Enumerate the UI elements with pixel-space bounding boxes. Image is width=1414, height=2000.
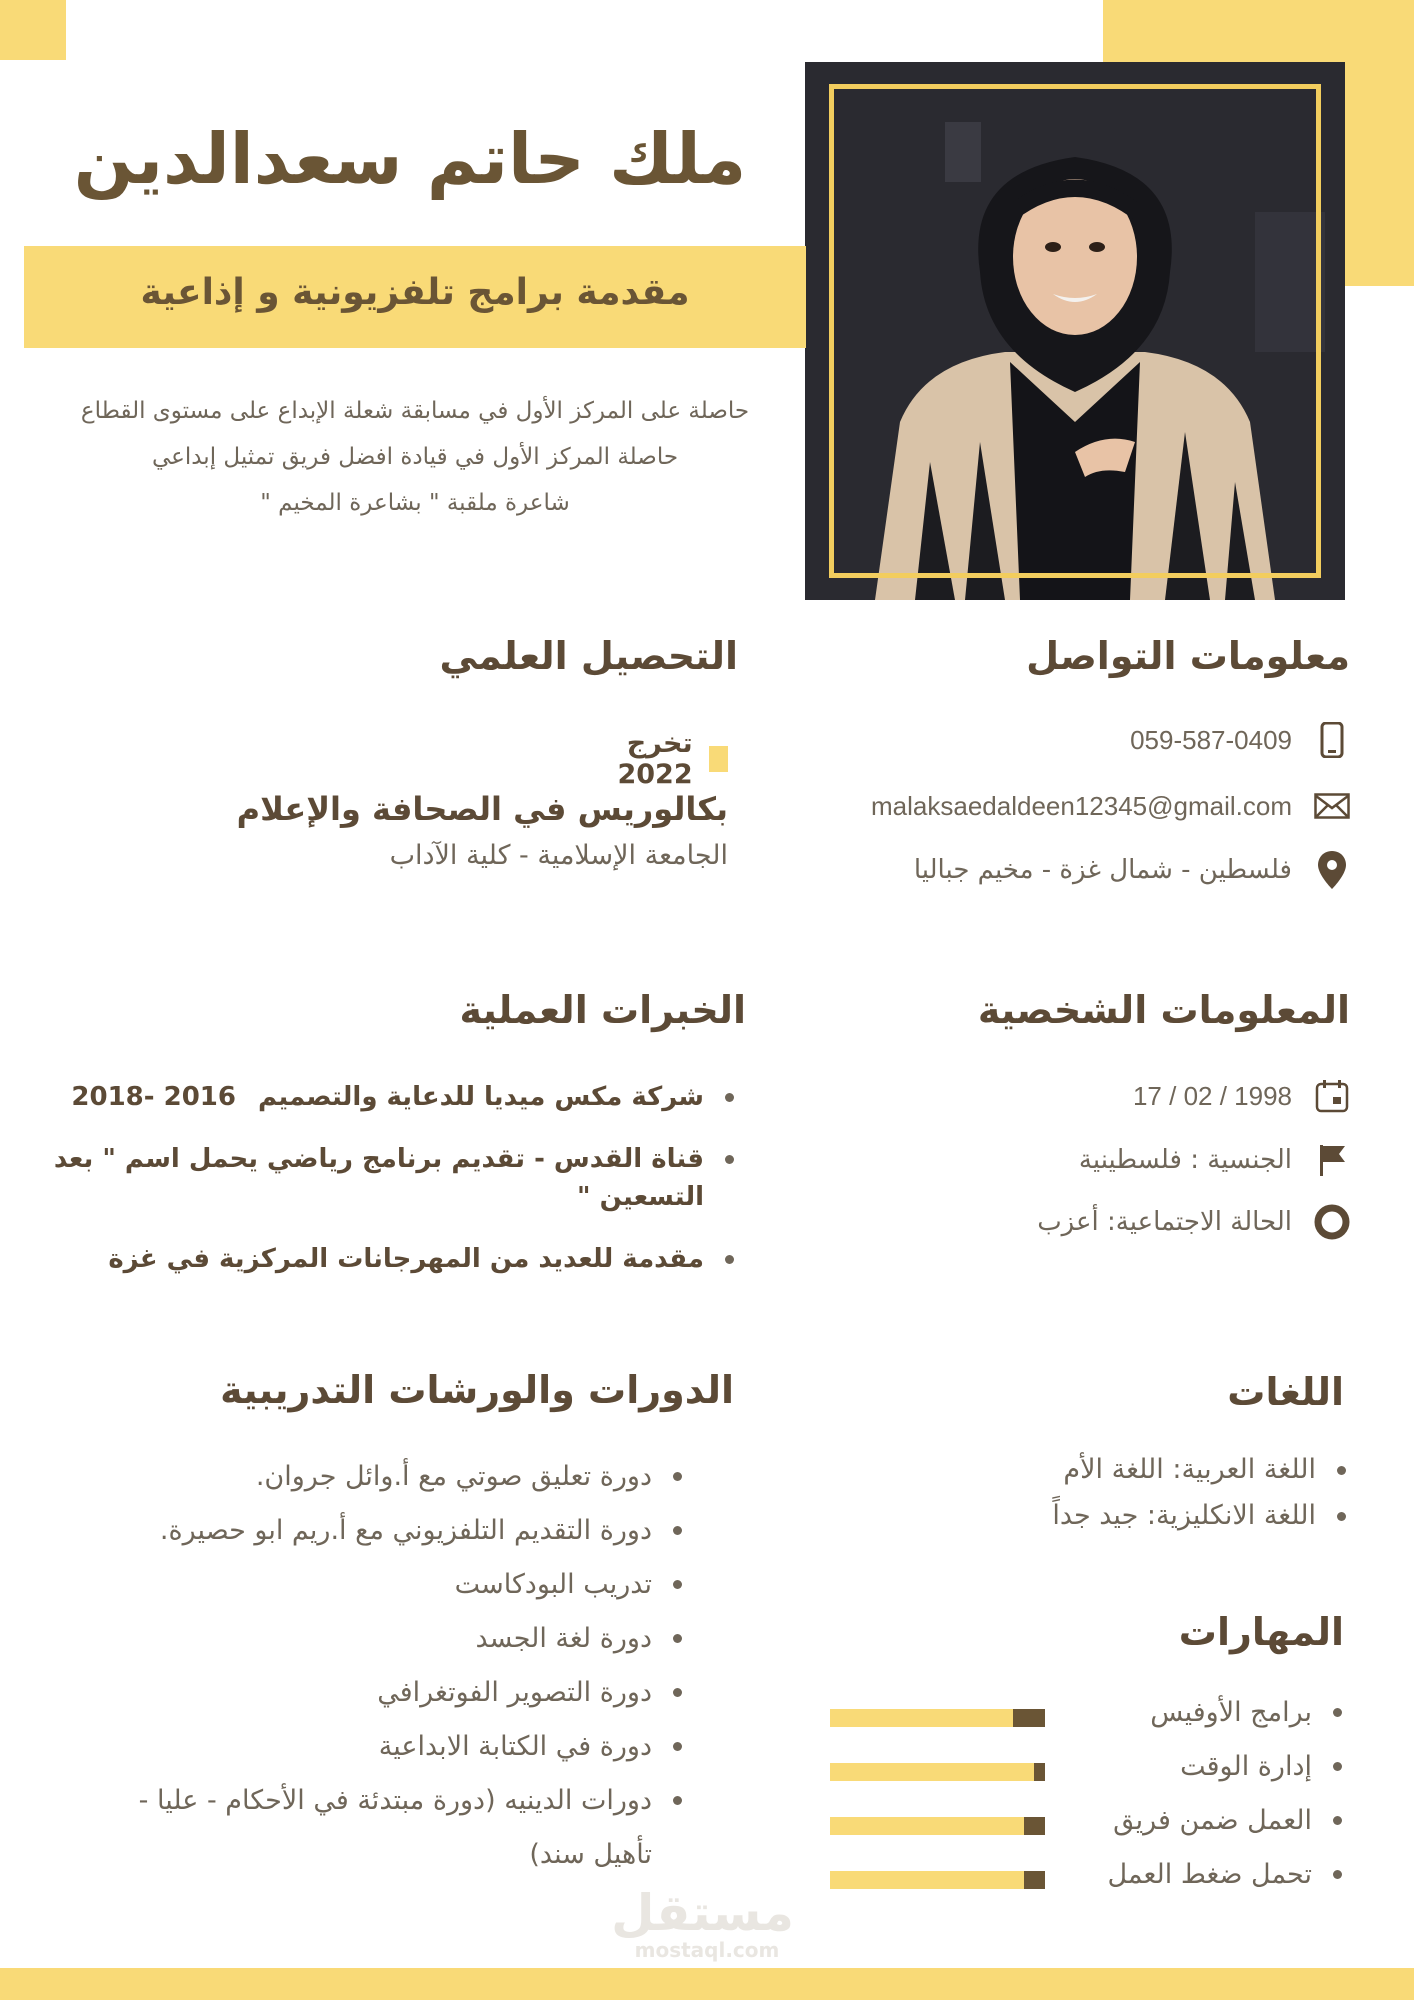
candidate-name: ملك حاتم سعدالدين xyxy=(73,118,747,200)
experience-item xyxy=(40,1078,738,1116)
courses-list xyxy=(80,1450,686,1882)
course-item: دورة التصوير الفوتغرافي xyxy=(80,1666,686,1720)
skill-item: إدارة الوقت xyxy=(1040,1740,1346,1794)
watermark-arabic: مستقل xyxy=(611,1884,794,1942)
birthdate-row xyxy=(1133,1078,1350,1114)
phone-icon xyxy=(1314,722,1350,758)
courses-section-title: الدورات والورشات التدريبية xyxy=(220,1368,734,1412)
skill-level-marker xyxy=(1024,1871,1045,1889)
experience-item xyxy=(40,1140,738,1216)
contact-section-title: معلومات التواصل xyxy=(1026,634,1350,678)
languages-section-title: اللغات xyxy=(1227,1370,1344,1414)
profile-photo xyxy=(805,62,1345,600)
languages-list xyxy=(930,1447,1350,1539)
corner-decoration-top-left xyxy=(0,0,66,60)
course-item: دورة التقديم التلفزيوني مع أ.ريم ابو حصيرة. xyxy=(80,1504,686,1558)
marital-status-row xyxy=(1037,1204,1350,1240)
course-item: دورات الدينيه (دورة مبتدئة في الأحكام - عليا - تأهيل سند) xyxy=(80,1774,686,1882)
mail-icon xyxy=(1314,788,1350,824)
job-title: مقدمة برامج تلفزيونية و إذاعية xyxy=(140,272,690,313)
watermark-latin: mostaql.com xyxy=(634,1938,780,1962)
nationality-row xyxy=(1079,1142,1350,1178)
course-item: دورة في الكتابة الابداعية xyxy=(80,1720,686,1774)
ring-icon xyxy=(1314,1204,1350,1240)
marital-status: الحالة الاجتماعية: أعزب xyxy=(1037,1207,1292,1237)
graduation-year: تخرج 2022 xyxy=(617,728,693,790)
graduation-marker xyxy=(709,746,728,772)
summary-line: حاصلة على المركز الأول في مسابقة شعلة الإبداع على مستوى القطاع xyxy=(80,398,750,424)
skill-item: برامج الأوفيس xyxy=(1040,1686,1346,1740)
address: فلسطين - شمال غزة - مخيم جباليا xyxy=(913,855,1292,885)
experience-list xyxy=(40,1078,738,1302)
skill-level-bar xyxy=(830,1817,1045,1835)
experience-years: 2016 -2018 xyxy=(71,1082,236,1112)
skill-level-bar xyxy=(830,1763,1045,1781)
location-pin-icon xyxy=(1314,852,1350,888)
course-item: تدريب البودكاست xyxy=(80,1558,686,1612)
bottom-band xyxy=(0,1968,1414,2000)
photo-border xyxy=(829,84,1321,578)
graduation-row xyxy=(560,728,728,790)
skills-section-title: المهارات xyxy=(1178,1610,1344,1654)
phone-number[interactable]: 059-587-0409 xyxy=(1130,724,1292,755)
summary-line: حاصلة المركز الأول في قيادة افضل فريق تمثيل إبداعي xyxy=(151,444,679,470)
education-section-title: التحصيل العلمي xyxy=(439,634,738,678)
contact-email-row xyxy=(871,788,1350,824)
experience-section-title: الخبرات العملية xyxy=(459,988,746,1032)
skill-level-marker xyxy=(1024,1817,1045,1835)
skill-item: تحمل ضغط العمل xyxy=(1040,1848,1346,1902)
calendar-icon xyxy=(1314,1078,1350,1114)
summary xyxy=(30,388,800,526)
language-item: اللغة العربية: اللغة الأم xyxy=(930,1447,1350,1493)
experience-text: شركة مكس ميديا للدعاية والتصميم xyxy=(257,1082,704,1112)
skill-level-bar xyxy=(830,1709,1045,1727)
watermark xyxy=(611,1884,794,1962)
skill-level-marker xyxy=(1013,1709,1045,1727)
contact-address-row xyxy=(914,852,1350,888)
flag-icon xyxy=(1314,1142,1350,1178)
summary-line: شاعرة ملقبة " بشاعرة المخيم " xyxy=(260,490,570,516)
skill-level-bar xyxy=(830,1871,1045,1889)
nationality: الجنسية : فلسطينية xyxy=(1078,1145,1292,1175)
skills-list xyxy=(1040,1686,1346,1902)
birthdate: 1998 / 02 / 17 xyxy=(1132,1080,1292,1111)
experience-text: مقدمة للعديد من المهرجانات المركزية في غزة xyxy=(108,1244,704,1274)
course-item: دورة تعليق صوتي مع أ.وائل جروان. xyxy=(80,1450,686,1504)
contact-phone-row xyxy=(1130,722,1350,758)
email-address[interactable]: malaksaedaldeen12345@gmail.com xyxy=(871,790,1292,821)
university: الجامعة الإسلامية - كلية الآداب xyxy=(389,840,728,871)
course-item: دورة لغة الجسد xyxy=(80,1612,686,1666)
degree: بكالوريس في الصحافة والإعلام xyxy=(236,790,728,828)
experience-text: قناة القدس - تقديم برنامج رياضي يحمل اسم " بعد التسعين " xyxy=(53,1144,704,1212)
skill-level-marker xyxy=(1034,1763,1045,1781)
language-item: اللغة الانكليزية: جيد جداً xyxy=(930,1493,1350,1539)
personal-section-title: المعلومات الشخصية xyxy=(977,988,1350,1032)
experience-item xyxy=(40,1240,738,1278)
skill-item: العمل ضمن فريق xyxy=(1040,1794,1346,1848)
